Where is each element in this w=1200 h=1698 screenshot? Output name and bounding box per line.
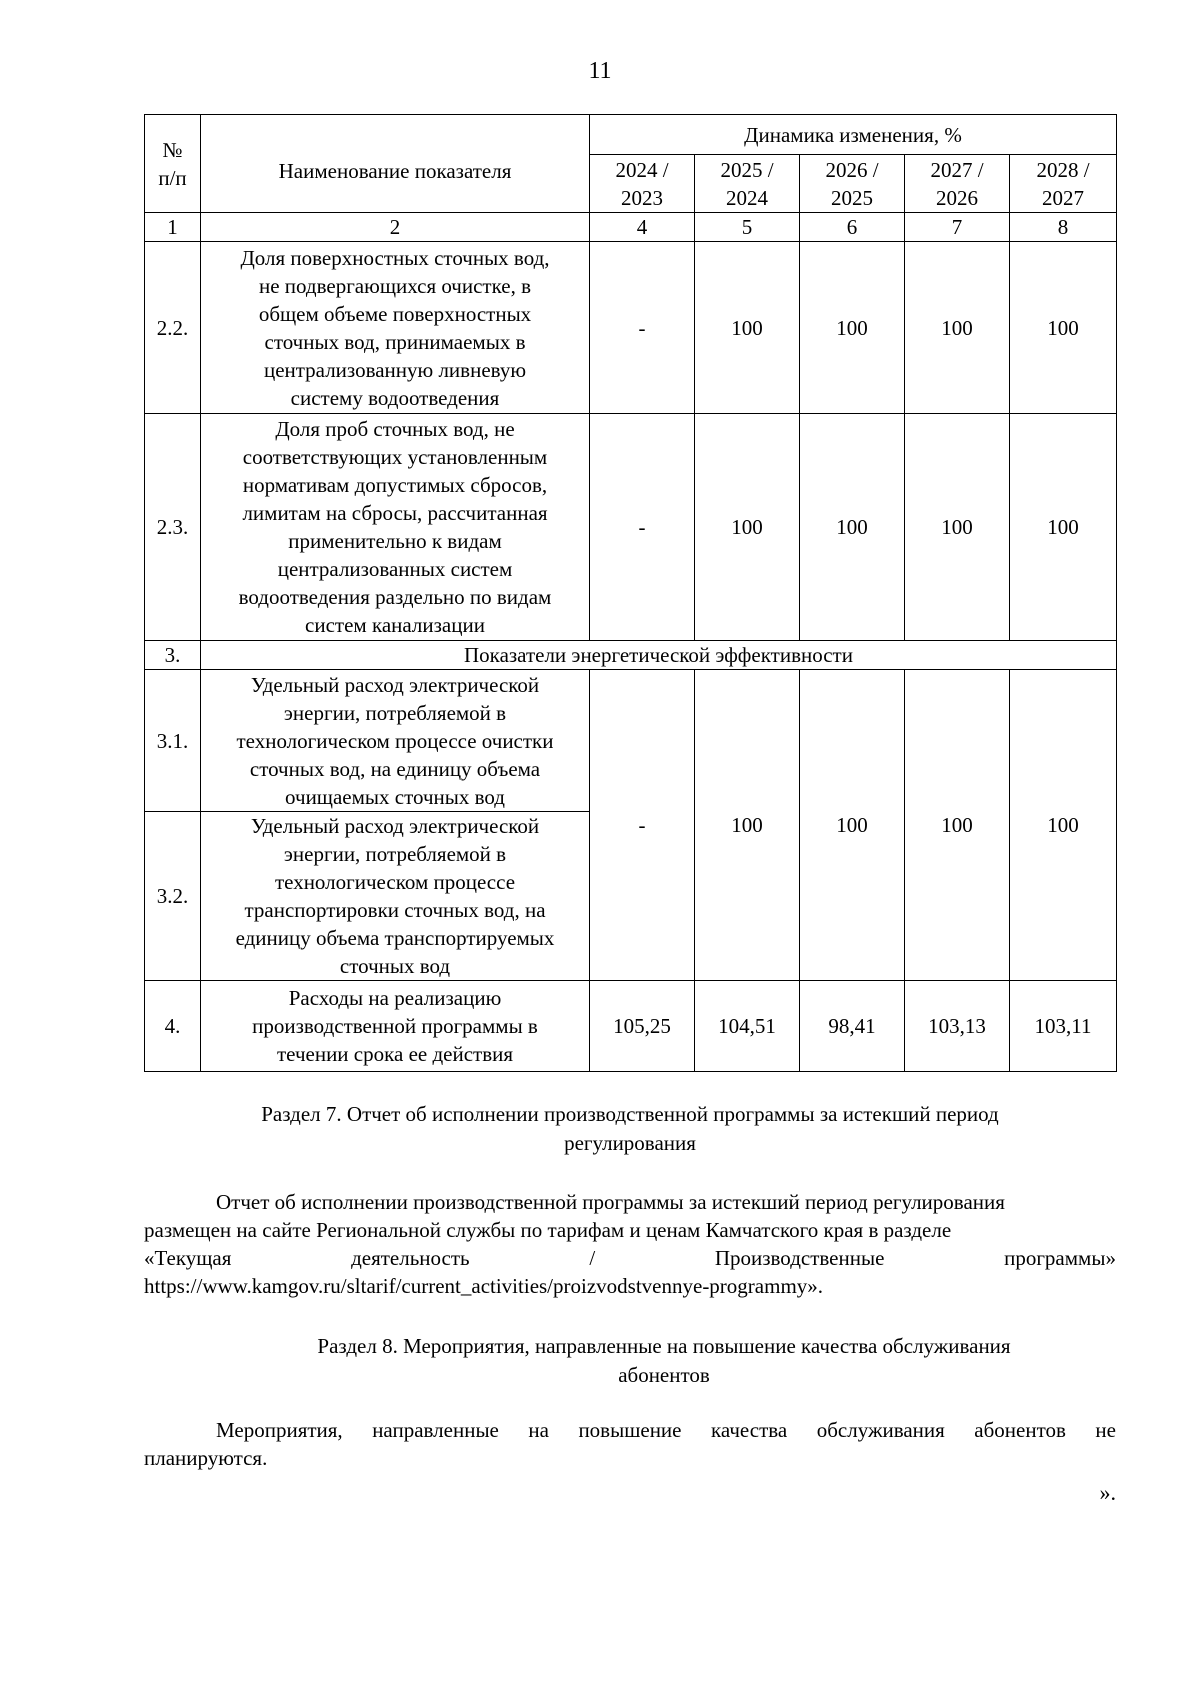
- year-top: 2024 /: [615, 157, 669, 182]
- year-top: 2025 /: [720, 157, 774, 182]
- page-number: 11: [588, 58, 612, 84]
- para-word: Производственные: [714, 1246, 885, 1270]
- name-line: технологическом процессе очистки: [236, 728, 554, 753]
- column-number: 7: [905, 213, 1010, 242]
- value-cell: -: [590, 242, 695, 414]
- column-number: 6: [800, 213, 905, 242]
- row-number: 2.2.: [145, 242, 201, 414]
- name-line: технологическом процессе: [274, 870, 516, 894]
- para-line: https://www.kamgov.ru/sltarif/current_activities/proizvodstvennye-programmy».: [144, 1274, 824, 1298]
- merged-value-cell: -: [590, 670, 695, 981]
- header-year-cell: [1010, 155, 1117, 213]
- heading-line: абонентов: [618, 1363, 710, 1387]
- name-line: производственной программы в: [252, 1014, 538, 1038]
- row-number: 3.1.: [145, 670, 201, 812]
- name-line: централизованных систем: [277, 557, 513, 581]
- name-line: сточных вод, принимаемых в: [264, 329, 526, 354]
- name-line: систему водоотведения: [290, 385, 500, 410]
- indicators-table: [144, 114, 1117, 1072]
- name-line: Расходы на реализацию: [288, 986, 502, 1010]
- para-text: Отчет об исполнении производственной программы за истекший период регулирования: [216, 1190, 1005, 1214]
- merged-value-cell: 100: [905, 670, 1010, 981]
- heading-line: регулирования: [564, 1131, 696, 1155]
- name-line: Доля поверхностных сточных вод,: [240, 245, 550, 270]
- para-line-justified: [144, 1244, 1116, 1272]
- column-number: 4: [590, 213, 695, 242]
- name-line: сточных вод, на единицу объема: [249, 756, 541, 781]
- para-line: размещен на сайте Региональной службы по тарифам и ценам Камчатского края в разделе: [144, 1218, 952, 1242]
- header-year-cell: [800, 155, 905, 213]
- name-line: не подвергающихся очистке, в: [258, 273, 532, 298]
- row-number: 4.: [145, 981, 201, 1072]
- section7-heading: [144, 1100, 1116, 1158]
- merged-value-cell: 100: [695, 670, 800, 981]
- section7-paragraph: [144, 1188, 1116, 1300]
- year-bottom: 2025: [831, 185, 873, 210]
- name-line: водоотведения раздельно по видам: [238, 585, 552, 609]
- name-line: единицу объема транспортируемых: [235, 926, 555, 950]
- name-line: централизованную ливневую: [263, 357, 527, 382]
- name-line: лимитам на сбросы, рассчитанная: [242, 501, 548, 525]
- name-line: очищаемых сточных вод: [285, 784, 505, 809]
- year-bottom: 2024: [726, 185, 768, 210]
- indicator-name: [201, 981, 590, 1072]
- value-cell: 100: [905, 414, 1010, 641]
- para-line-justified: [144, 1416, 1116, 1444]
- header-year-cell: [695, 155, 800, 213]
- table-row: [145, 981, 1117, 1072]
- value-cell: 100: [905, 242, 1010, 414]
- para-word: обслуживания: [816, 1418, 945, 1442]
- para-word: /: [589, 1246, 596, 1270]
- column-number: 8: [1010, 213, 1117, 242]
- year-top: 2026 /: [825, 157, 879, 182]
- table-row: [145, 414, 1117, 641]
- indicator-name: [201, 242, 590, 414]
- para-word: программы»: [1004, 1246, 1116, 1270]
- name-line: энергии, потребляемой в: [283, 700, 507, 725]
- year-bottom: 2027: [1042, 185, 1084, 210]
- para-word: Мероприятия,: [216, 1418, 343, 1442]
- table-row: [145, 670, 1117, 812]
- name-line: Удельный расход электрической: [250, 672, 540, 697]
- name-line: Доля проб сточных вод, не: [275, 417, 515, 441]
- year-top: 2028 /: [1036, 157, 1090, 182]
- para-line: планируются.: [144, 1446, 268, 1470]
- para-word: направленные: [372, 1418, 499, 1442]
- section-row: [145, 641, 1117, 670]
- section8-heading: [264, 1332, 1064, 1390]
- row-number: 3.: [145, 641, 201, 670]
- para-word: на: [528, 1418, 549, 1442]
- header-name-cell: Наименование показателя: [201, 115, 590, 213]
- name-line: систем канализации: [305, 613, 485, 637]
- column-number: 1: [145, 213, 201, 242]
- value-cell: 103,11: [1010, 981, 1117, 1072]
- closing-quote-mark: ».: [1099, 1480, 1116, 1505]
- para-line: [144, 1188, 1116, 1216]
- para-word: «Текущая: [144, 1246, 232, 1270]
- merged-value-cell: 100: [1010, 670, 1117, 981]
- name-line: общем объеме поверхностных: [258, 301, 532, 326]
- name-line: нормативам допустимых сбросов,: [242, 473, 548, 497]
- value-cell: 100: [695, 242, 800, 414]
- value-cell: 100: [1010, 414, 1117, 641]
- indicator-name: [201, 670, 590, 812]
- year-bottom: 2026: [936, 185, 978, 210]
- row-number: 2.3.: [145, 414, 201, 641]
- para-word: повышение: [578, 1418, 682, 1442]
- value-cell: 100: [800, 414, 905, 641]
- indicator-name: [201, 414, 590, 641]
- section8-paragraph: [144, 1416, 1116, 1472]
- value-cell: 100: [695, 414, 800, 641]
- table-header-row: [145, 115, 1117, 155]
- para-word: не: [1095, 1418, 1116, 1442]
- header-num-cell: [145, 115, 201, 213]
- header-group-cell: Динамика изменения, %: [590, 115, 1117, 155]
- merged-value-cell: 100: [800, 670, 905, 981]
- header-year-cell: [590, 155, 695, 213]
- header-num-line2: п/п: [158, 165, 187, 190]
- header-year-cell: [905, 155, 1010, 213]
- column-number: 2: [201, 213, 590, 242]
- heading-line: Раздел 7. Отчет об исполнении производственной программы за истекший период: [261, 1102, 999, 1126]
- value-cell: -: [590, 414, 695, 641]
- value-cell: 100: [800, 242, 905, 414]
- value-cell: 105,25: [590, 981, 695, 1072]
- value-cell: 103,13: [905, 981, 1010, 1072]
- year-bottom: 2023: [621, 185, 663, 210]
- column-number-row: [145, 213, 1117, 242]
- year-top: 2027 /: [930, 157, 984, 182]
- para-word: абонентов: [974, 1418, 1066, 1442]
- section-title: Показатели энергетической эффективности: [201, 641, 1117, 670]
- indicator-name: [201, 812, 590, 981]
- column-number: 5: [695, 213, 800, 242]
- name-line: применительно к видам: [288, 529, 502, 553]
- para-word: деятельность: [351, 1246, 470, 1270]
- value-cell: 104,51: [695, 981, 800, 1072]
- value-cell: 98,41: [800, 981, 905, 1072]
- name-line: энергии, потребляемой в: [283, 842, 507, 866]
- name-line: Удельный расход электрической: [250, 814, 540, 838]
- value-cell: 100: [1010, 242, 1117, 414]
- name-line: транспортировки сточных вод, на: [244, 898, 546, 922]
- header-num-line1: №: [162, 137, 183, 162]
- name-line: сточных вод: [339, 954, 451, 978]
- name-line: соответствующих установленным: [242, 445, 548, 469]
- name-line: течении срока ее действия: [276, 1042, 514, 1066]
- heading-line: Раздел 8. Мероприятия, направленные на повышение качества обслуживания: [317, 1334, 1011, 1358]
- para-word: качества: [711, 1418, 788, 1442]
- table-row: [145, 242, 1117, 414]
- row-number: 3.2.: [145, 812, 201, 981]
